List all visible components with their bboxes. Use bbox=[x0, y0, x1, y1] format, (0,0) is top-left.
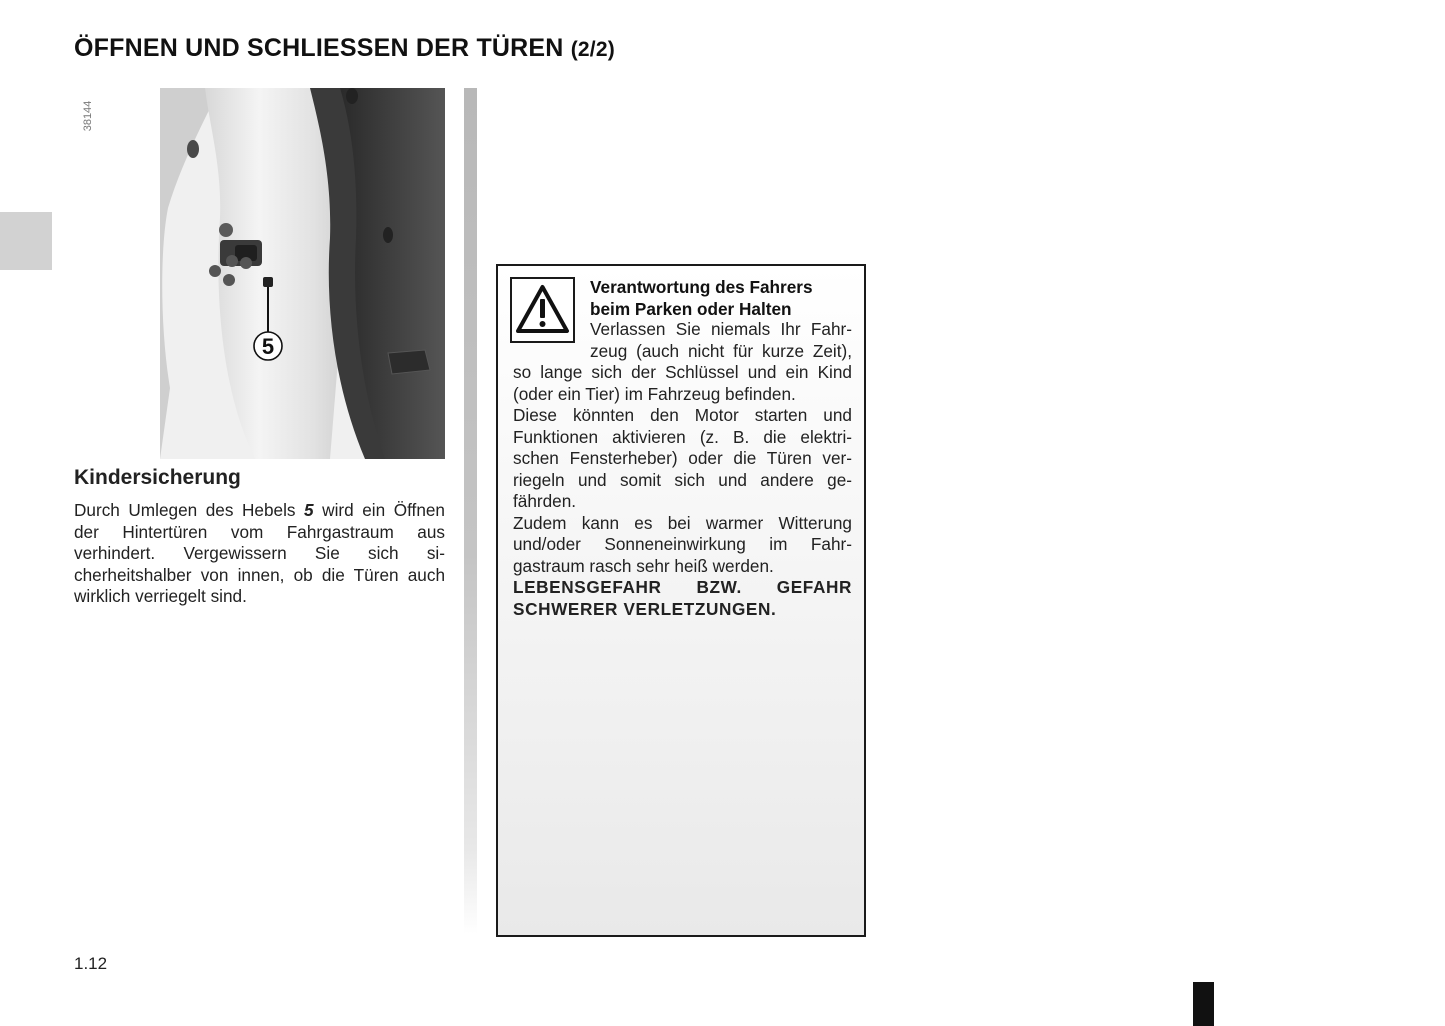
exclamation-dot bbox=[540, 321, 546, 327]
warning-line: riegeln und somit sich und andere ge- bbox=[513, 469, 852, 490]
callout-number: 5 bbox=[261, 334, 275, 359]
warning-line: (oder ein Tier) im Fahrzeug befinden. bbox=[513, 383, 796, 404]
warning-line: fährden. bbox=[513, 491, 577, 511]
figure-code: 38144 bbox=[82, 100, 94, 132]
page-title-text: ÖFFNEN UND SCHLIESSEN DER TÜREN bbox=[74, 34, 564, 62]
warning-triangle-svg bbox=[512, 279, 573, 341]
lock-screw bbox=[226, 255, 238, 267]
warning-line: Zudem kann es bei warmer Witterung bbox=[513, 512, 852, 533]
interior-hole bbox=[346, 88, 358, 104]
lock-screw bbox=[209, 265, 221, 277]
warning-line: zeug (auch nicht für kurze Zeit), bbox=[590, 340, 852, 361]
warning-line: gastraum rasch sehr heiß werden. bbox=[513, 555, 774, 576]
section-heading: Kindersicherung bbox=[74, 466, 241, 489]
warning-line: Funktionen aktivieren (z. B. die elektri- bbox=[513, 426, 852, 447]
lever-reference: 5 bbox=[304, 500, 314, 520]
exclamation-bar bbox=[540, 299, 545, 318]
warning-line: schen Fensterheber) oder die Türen ver- bbox=[513, 448, 852, 468]
interior-bracket bbox=[388, 350, 430, 374]
child-lock-description bbox=[74, 500, 445, 608]
page-number: 1.12 bbox=[74, 954, 108, 973]
interior-hole bbox=[383, 227, 393, 243]
description-text-start: Durch Umlegen des Hebels bbox=[74, 500, 305, 520]
column-divider bbox=[464, 88, 477, 934]
warning-triangle-icon bbox=[510, 277, 575, 343]
page-title bbox=[74, 34, 615, 63]
warning-line: so lange sich der Schlüssel und ein Kind bbox=[513, 362, 852, 382]
warning-title-line1: Verantwortung des Fahrers bbox=[590, 277, 813, 297]
lock-screw bbox=[240, 257, 252, 269]
child-lock-lever bbox=[263, 277, 273, 287]
warning-emphasis-line: SCHWERER VERLETZUNGEN. bbox=[513, 598, 777, 619]
warning-box bbox=[496, 264, 866, 937]
description-text-rest: wird ein Öffnen der Hintertüren vom Fahrgastraum aus verhindert. Vergewissern Sie sich sicherheitshalber von innen, ob die Türen auch wirklich verriegelt sind. bbox=[74, 500, 445, 606]
warning-title bbox=[590, 277, 813, 320]
warning-title-line2: beim Parken oder Halten bbox=[590, 298, 792, 319]
lock-screw bbox=[223, 274, 235, 286]
mount-hole bbox=[219, 223, 233, 237]
thumb-index-mark bbox=[1193, 982, 1214, 1026]
chapter-tab bbox=[0, 212, 52, 270]
mount-hole bbox=[187, 140, 199, 158]
door-lock-photo bbox=[160, 88, 445, 459]
warning-line: Diese könnten den Motor starten und bbox=[513, 405, 852, 425]
warning-line: und/oder Sonneneinwirkung im Fahr- bbox=[513, 534, 852, 554]
warning-line: Verlassen Sie niemals Ihr Fahr- bbox=[590, 319, 852, 339]
warning-emphasis-line: LEBENSGEFAHR BZW. GEFAHR bbox=[513, 577, 852, 597]
door-lock-illustration bbox=[160, 88, 445, 459]
page-part-indicator: (2/2) bbox=[570, 38, 615, 61]
